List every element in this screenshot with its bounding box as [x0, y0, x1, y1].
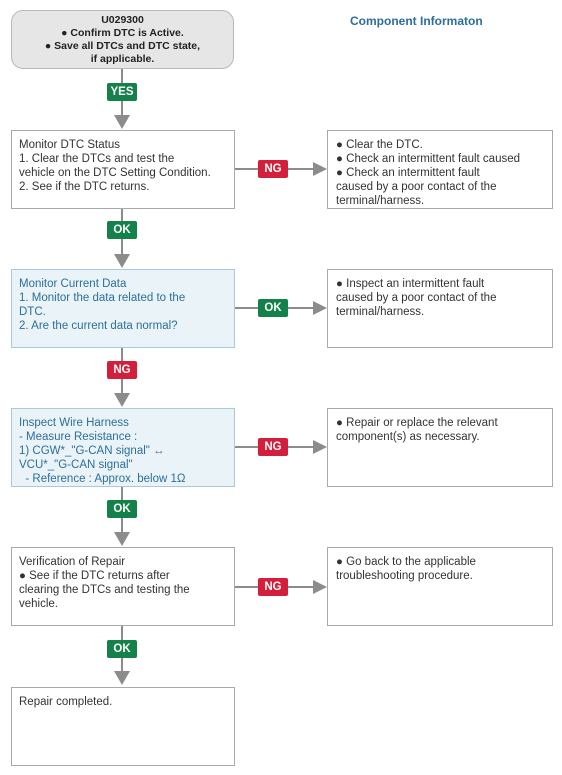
step-text: VCU*_"G-CAN signal" — [19, 459, 133, 471]
step-monitor-dtc-status — [11, 130, 235, 209]
step-title: Verification of Repair — [19, 556, 126, 568]
info-repair-replace — [327, 408, 553, 487]
info-text: ● Repair or replace the relevant — [336, 417, 498, 429]
arrow-down-icon — [114, 393, 130, 407]
info-text: ● Go back to the applicable — [336, 556, 476, 568]
info-intermittent-fault — [327, 269, 553, 348]
step-text: 1. Monitor the data related to the — [19, 292, 186, 304]
step-repair-completed — [11, 687, 235, 766]
step-title: Monitor DTC Status — [19, 139, 120, 151]
arrow-right-icon — [313, 162, 327, 176]
dtc-code: U029300 — [101, 14, 144, 26]
step-text: 2. See if the DTC returns. — [19, 181, 150, 193]
info-text: ● Inspect an intermittent fault — [336, 278, 485, 290]
start-line-applicable: if applicable. — [90, 53, 155, 65]
step-inspect-wire-harness — [11, 408, 235, 487]
info-clear-dtc — [327, 130, 553, 209]
badge-ok: OK — [258, 299, 288, 317]
step-text: 1. Clear the DTCs and test the — [19, 153, 175, 165]
badge-ng: NG — [258, 160, 288, 178]
info-text: troubleshooting procedure. — [336, 570, 473, 582]
badge-ng: NG — [258, 438, 288, 456]
step-text: clearing the DTCs and testing the — [19, 584, 190, 596]
info-text: ● Check an intermittent fault — [336, 167, 480, 179]
badge-ok: OK — [107, 640, 137, 658]
info-go-back — [327, 547, 553, 626]
step-title: Monitor Current Data — [19, 278, 127, 290]
step-text: 2. Are the current data normal? — [19, 320, 178, 332]
info-text: terminal/harness. — [336, 195, 425, 207]
step-text: vehicle on the DTC Setting Condition. — [19, 167, 211, 179]
step-text: DTC. — [19, 306, 46, 318]
arrow-down-icon — [114, 671, 130, 685]
arrow-right-icon — [313, 580, 327, 594]
badge-yes: YES — [107, 83, 137, 101]
info-text: caused by a poor contact of the — [336, 292, 497, 304]
arrow-right-icon — [313, 301, 327, 315]
info-text: ● Clear the DTC. — [336, 139, 423, 151]
step-text: - Reference : Approx. below 1Ω — [19, 473, 186, 485]
arrow-down-icon — [114, 254, 130, 268]
start-line-confirm: ● Confirm DTC is Active. — [61, 27, 184, 39]
badge-ok: OK — [107, 221, 137, 239]
arrow-right-icon — [313, 440, 327, 454]
step-title: Repair completed. — [19, 696, 113, 708]
info-text: ● Check an intermittent fault caused — [336, 153, 521, 165]
info-text: terminal/harness. — [336, 306, 425, 318]
step-monitor-current-data — [11, 269, 235, 348]
step-text: ● See if the DTC returns after — [19, 570, 170, 582]
step-text: 1) CGW*_"G-CAN signal" ↔ — [19, 445, 165, 457]
step-title: Inspect Wire Harness — [19, 417, 129, 429]
start-box — [11, 10, 234, 69]
arrow-down-icon — [114, 532, 130, 546]
info-text: component(s) as necessary. — [336, 431, 480, 443]
step-text: - Measure Resistance : — [19, 431, 138, 443]
step-verification-of-repair — [11, 547, 235, 626]
info-text: caused by a poor contact of the — [336, 181, 497, 193]
arrow-down-icon — [114, 115, 130, 129]
step-text: vehicle. — [19, 598, 58, 610]
badge-ok: OK — [107, 500, 137, 518]
component-information-link[interactable]: Component Informaton — [350, 14, 483, 28]
start-line-save: ● Save all DTCs and DTC state, — [44, 40, 201, 52]
badge-ng: NG — [258, 578, 288, 596]
badge-ng: NG — [107, 361, 137, 379]
